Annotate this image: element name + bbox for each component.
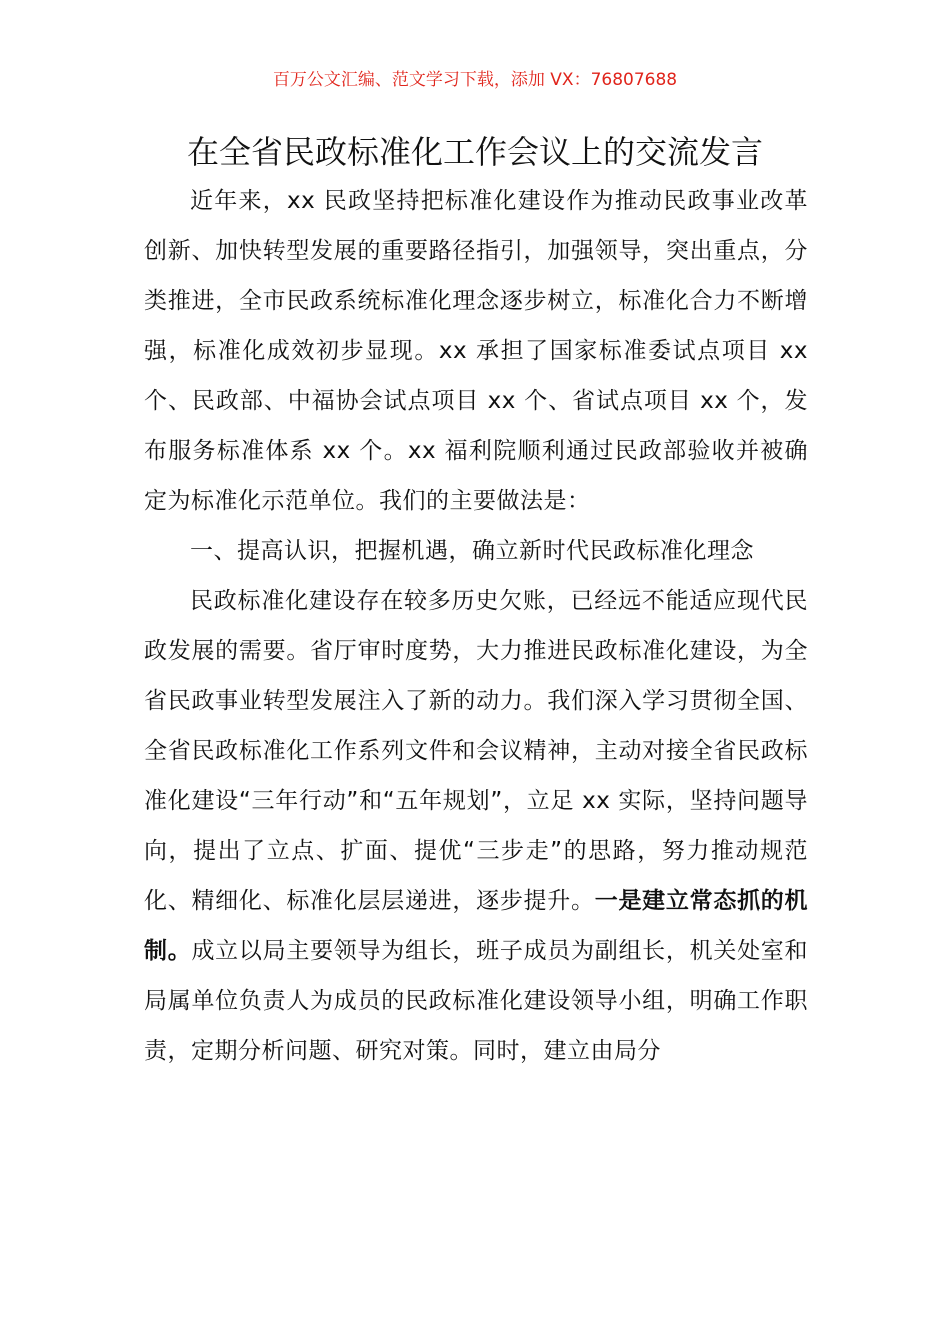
paragraph-section-1-text: 民政标准化建设存在较多历史欠账，已经远不能适应现代民政发展的需要。省厅审时度势，大力推进民政标准化建设，为全省民政事业转型发展注入了新的动力。我们深入学习贯彻全国、全省民政标准化工作系列文件和会议精神，主动对接全省民政标准化建设“三年行动”和“五年规划”，立足 xx 实际，坚持问题导向，提出了立点、扩面、提优“三步走”的思路，努力推动规范化、精细化、标准化层层递进，逐步提升。: [144, 588, 808, 914]
section-heading-1: 一、提高认识，把握机遇，确立新时代民政标准化理念: [190, 538, 754, 564]
paragraph-section-1-bold: 一是建立常态抓的机制。: [144, 888, 809, 964]
document-body: [144, 176, 808, 1076]
paragraph-section-1: [144, 576, 808, 1076]
paragraph-section-1-continued: 成立以局主要领导为组长，班子成员为副组长，机关处室和局属单位负责人为成员的民政标准化建设领导小组，明确工作职责，定期分析问题、研究对策。同时，建立由局分: [144, 938, 809, 1064]
page-title: 在全省民政标准化工作会议上的交流发言: [186, 133, 763, 171]
paragraph-intro: 近年来，xx 民政坚持把标准化建设作为推动民政事业改革创新、加快转型发展的重要路径指引，加强领导，突出重点，分类推进，全市民政系统标准化理念逐步树立，标准化合力不断增强，标准化成效初步显现。xx 承担了国家标准委试点项目 xx 个、民政部、中福协会试点项目 xx 个、省试点项目 xx 个，发布服务标准体系 xx 个。xx 福利院顺利通过民政部验收并被确定为标准化示范单位。我们的主要做法是：: [144, 188, 808, 514]
watermark-contact: 百万公文汇编、范文学习下载，添加 VX：76807688: [272, 70, 678, 90]
